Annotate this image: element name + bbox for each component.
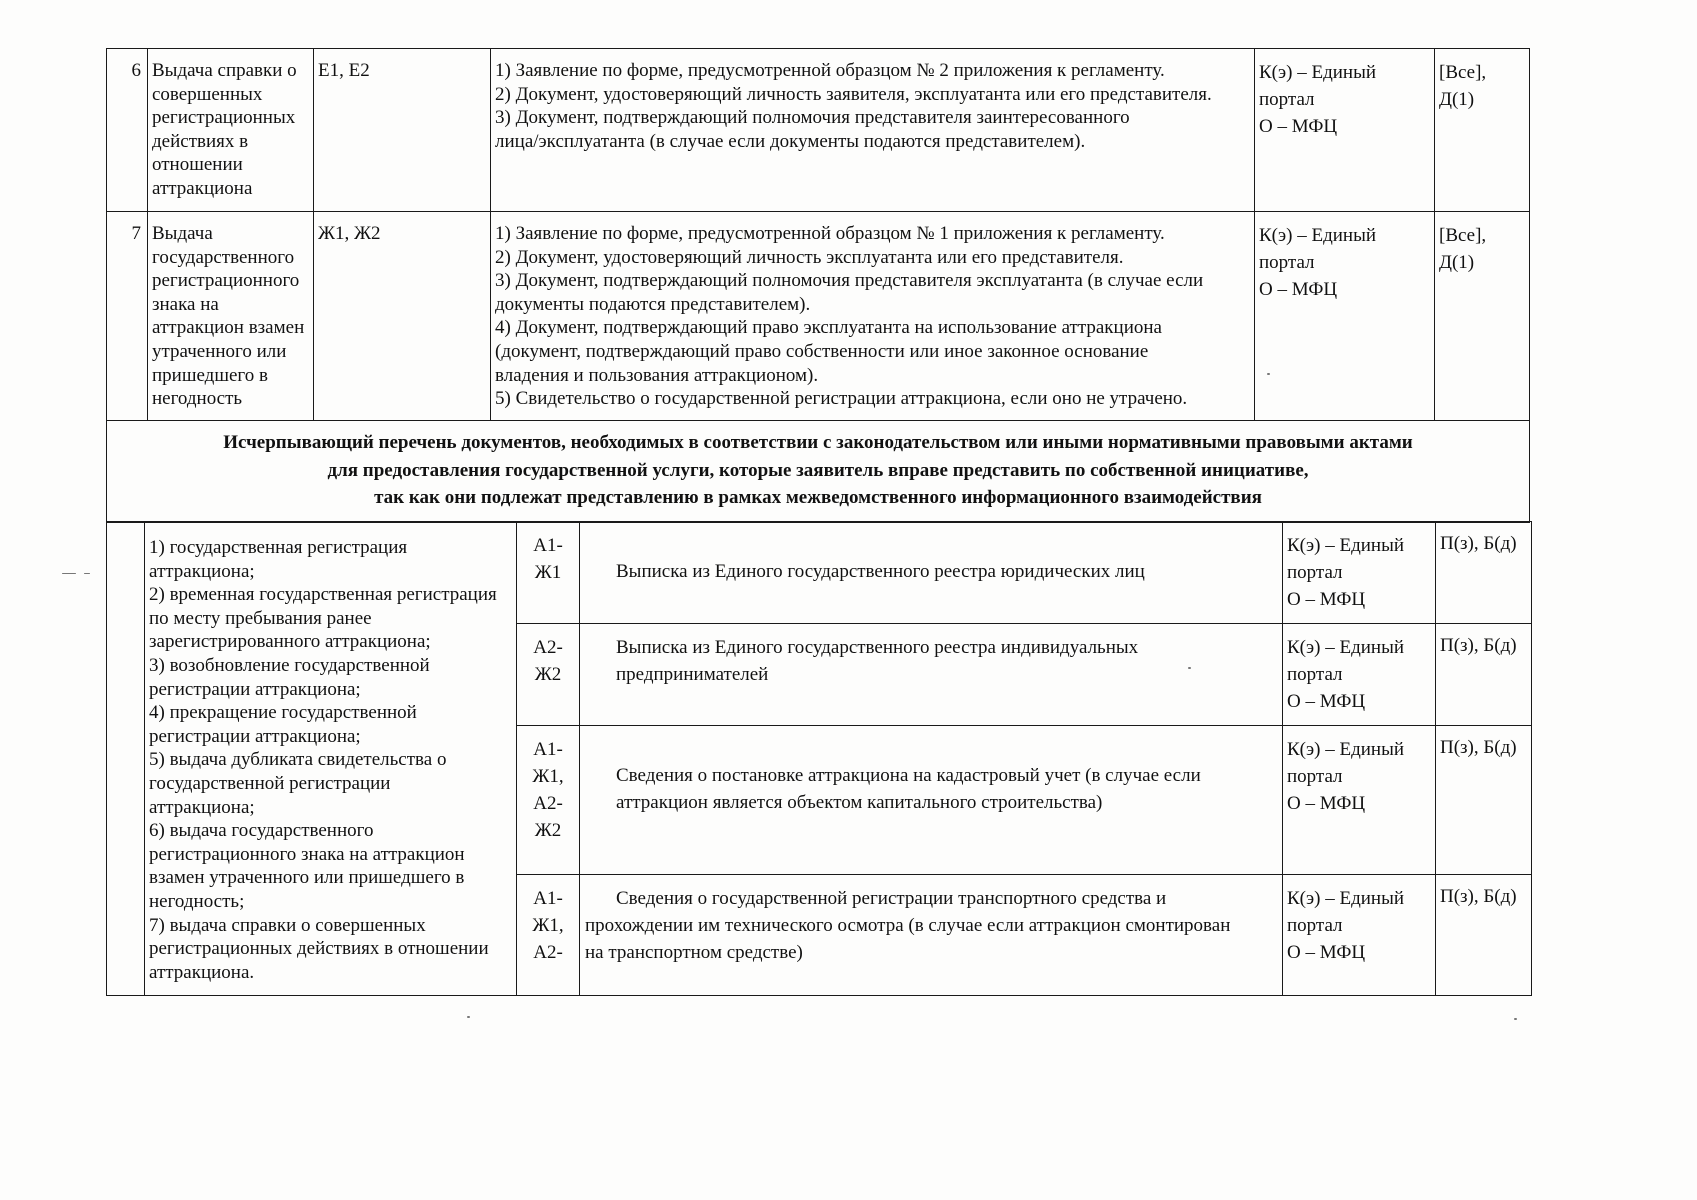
document-item: 3) Документ, подтверждающий полномочия представителя эксплуатанта (в случае если (495, 270, 1204, 292)
channel-line: К(э) – Единый (1259, 225, 1377, 246)
table-row-7 (107, 212, 1530, 421)
services-list-line: 1) государственная регистрация (149, 537, 408, 558)
services-list-line: регистрационных действиях в отношении (149, 938, 489, 960)
services-list-line: 5) выдача дубликата свидетельства о (149, 749, 447, 771)
result-cell: П(з), Б(д) (1436, 624, 1532, 726)
documents-cell (491, 212, 1255, 421)
channel-line: О – МФЦ (1259, 279, 1338, 300)
scan-speck (1267, 373, 1270, 375)
services-list-line: аттракциона. (149, 961, 255, 983)
channel-line: К(э) – Единый (1287, 888, 1405, 909)
document-item: 4) Документ, подтверждающий право эксплуатанта на использование аттракциона (495, 317, 1162, 339)
result-cell (1435, 49, 1530, 212)
channel-line: портал (1259, 89, 1315, 110)
channel-line: О – МФЦ (1287, 942, 1366, 963)
document-description-cell (580, 522, 1283, 624)
section-heading-row (107, 421, 1530, 523)
service-name-line: регистрационных (152, 107, 296, 129)
service-name-line: пришедшего в (152, 364, 268, 386)
document-item: 3) Документ, подтверждающий полномочия представителя заинтересованного (495, 107, 1130, 129)
service-name-line: аттракцион взамен (152, 317, 305, 339)
blank-number-cell (107, 522, 145, 996)
codes-cell (517, 624, 580, 726)
channel-line: портал (1287, 766, 1343, 787)
channel-line: К(э) – Единый (1259, 62, 1377, 83)
result-line: [Все], (1439, 225, 1487, 246)
submission-channel-cell (1283, 875, 1436, 996)
services-list-line: взамен утраченного или пришедшего в (149, 867, 465, 889)
service-name-cell (148, 49, 314, 212)
service-name-line: отношении (152, 154, 243, 176)
description-line: аттракцион является объектом капитального строительства) (616, 792, 1103, 813)
scan-speck (467, 1016, 470, 1018)
result-cell: П(з), Б(д) (1436, 522, 1532, 624)
services-list-cell (145, 522, 517, 996)
document-description-cell (580, 875, 1283, 996)
services-list-line: аттракциона; (149, 560, 255, 582)
document-item: 1) Заявление по форме, предусмотренной образцом № 1 приложения к регламенту. (495, 223, 1165, 244)
result-line: Д(1) (1439, 252, 1475, 273)
services-table (106, 48, 1530, 523)
result-cell: П(з), Б(д) (1436, 875, 1532, 996)
channel-line: О – МФЦ (1287, 691, 1366, 712)
service-name-line: государственного (152, 246, 295, 268)
document-description-cell (580, 624, 1283, 726)
services-list-line: 7) выдача справки о совершенных (149, 914, 426, 936)
service-name-line: регистрационного (152, 270, 300, 292)
channel-line: портал (1287, 915, 1343, 936)
description-line: Сведения о постановке аттракциона на кадастровый учет (в случае если (616, 765, 1201, 786)
code-line: А2- (533, 942, 563, 963)
code-line: Ж2 (534, 820, 562, 841)
code-line: А1- (533, 535, 563, 556)
section-heading-line: так как они подлежат представлению в рамках межведомственного информационного взаимодействия (374, 487, 1262, 508)
document-item: 2) Документ, удостоверяющий личность заявителя, эксплуатанта или его представителя. (495, 83, 1212, 105)
scan-speck (62, 573, 76, 574)
code-line: А1- (533, 888, 563, 909)
section-heading (107, 421, 1530, 523)
codes-cell (517, 875, 580, 996)
submission-channel-cell (1283, 522, 1436, 624)
submission-channel-cell (1283, 624, 1436, 726)
services-list-line: негодность; (149, 890, 245, 912)
document-description-cell (580, 726, 1283, 875)
interagency-row (107, 522, 1532, 624)
service-name-line: действиях в (152, 130, 249, 152)
document-item: 2) Документ, удостоверяющий личность эксплуатанта или его представителя. (495, 246, 1124, 268)
services-list-line: 2) временная государственная регистрация (149, 584, 497, 606)
scan-speck (84, 573, 90, 574)
interagency-table (106, 521, 1532, 996)
service-name-line: Выдача (152, 223, 213, 244)
document-item: лица/эксплуатанта (в случае если документы подаются представителем). (495, 130, 1086, 152)
services-list-line: зарегистрированного аттракциона; (149, 631, 431, 653)
submission-channel-cell (1283, 726, 1436, 875)
row-number: 7 (107, 212, 148, 421)
channel-line: О – МФЦ (1287, 793, 1366, 814)
services-list-line: 6) выдача государственного (149, 820, 374, 842)
result-line: [Все], (1439, 62, 1487, 83)
service-name-line: аттракциона (152, 177, 253, 199)
services-list-line: аттракциона; (149, 796, 255, 818)
services-list-line: 3) возобновление государственной (149, 654, 430, 676)
applicant-codes-cell: Ж1, Ж2 (314, 212, 491, 421)
channel-line: К(э) – Единый (1287, 739, 1405, 760)
channel-line: портал (1259, 252, 1315, 273)
channel-line: портал (1287, 562, 1343, 583)
applicant-codes-cell: Е1, Е2 (314, 49, 491, 212)
code-line: Ж1 (534, 562, 562, 583)
section-heading-line: для предоставления государственной услуги, которые заявитель вправе представить по собственной инициативе, (327, 459, 1309, 481)
row-number: 6 (107, 49, 148, 212)
submission-channel-cell (1255, 212, 1435, 421)
submission-channel-cell (1255, 49, 1435, 212)
channel-line: К(э) – Единый (1287, 535, 1405, 556)
service-name-line: негодность (152, 388, 243, 410)
description-line: Выписка из Единого государственного реестра индивидуальных (616, 637, 1139, 658)
document-item: 5) Свидетельство о государственной регистрации аттракциона, если оно не утрачено. (495, 388, 1188, 410)
code-line: Ж2 (534, 664, 562, 685)
result-cell: П(з), Б(д) (1436, 726, 1532, 875)
description-line: Выписка из Единого государственного реестра юридических лиц (616, 561, 1145, 582)
channel-line: О – МФЦ (1259, 116, 1338, 137)
service-name-line: знака на (152, 293, 219, 315)
services-list-line: 4) прекращение государственной (149, 702, 417, 724)
document-item: 1) Заявление по форме, предусмотренной образцом № 2 приложения к регламенту. (495, 60, 1165, 81)
description-line: Сведения о государственной регистрации транспортного средства и (616, 888, 1167, 909)
code-line: А1- (533, 739, 563, 760)
document-item: документы подаются представителем). (495, 293, 811, 315)
channel-line: О – МФЦ (1287, 589, 1366, 610)
document-item: (документ, подтверждающий право собственности или иное законное основание (495, 340, 1149, 362)
service-name-line: Выдача справки о (152, 60, 297, 81)
code-line: А2- (533, 637, 563, 658)
description-line: предпринимателей (616, 664, 769, 685)
documents-cell (491, 49, 1255, 212)
code-line: Ж1, (532, 915, 564, 936)
section-heading-line: Исчерпывающий перечень документов, необходимых в соответствии с законодательством или иными нормативными правовыми актами (223, 432, 1413, 453)
services-list-line: регистрации аттракциона; (149, 678, 361, 700)
channel-line: К(э) – Единый (1287, 637, 1405, 658)
codes-cell (517, 522, 580, 624)
codes-cell (517, 726, 580, 875)
service-name-line: утраченного или (152, 340, 287, 362)
services-list-line: по месту пребывания ранее (149, 607, 372, 629)
services-list-line: государственной регистрации (149, 772, 391, 794)
scan-speck (1188, 667, 1191, 669)
service-name-line: совершенных (152, 83, 263, 105)
code-line: А2- (533, 793, 563, 814)
document-item: владения и пользования аттракционом). (495, 364, 819, 386)
services-list-line: регистрации аттракциона; (149, 725, 361, 747)
scan-speck (1514, 1018, 1517, 1020)
table-row-6 (107, 49, 1530, 212)
result-cell (1435, 212, 1530, 421)
code-line: Ж1, (532, 766, 564, 787)
description-line: на транспортном средстве) (585, 942, 803, 963)
services-list-line: регистрационного знака на аттракцион (149, 843, 465, 865)
service-name-cell (148, 212, 314, 421)
result-line: Д(1) (1439, 89, 1475, 110)
description-line: прохождении им технического осмотра (в случае если аттракцион смонтирован (585, 915, 1231, 936)
channel-line: портал (1287, 664, 1343, 685)
